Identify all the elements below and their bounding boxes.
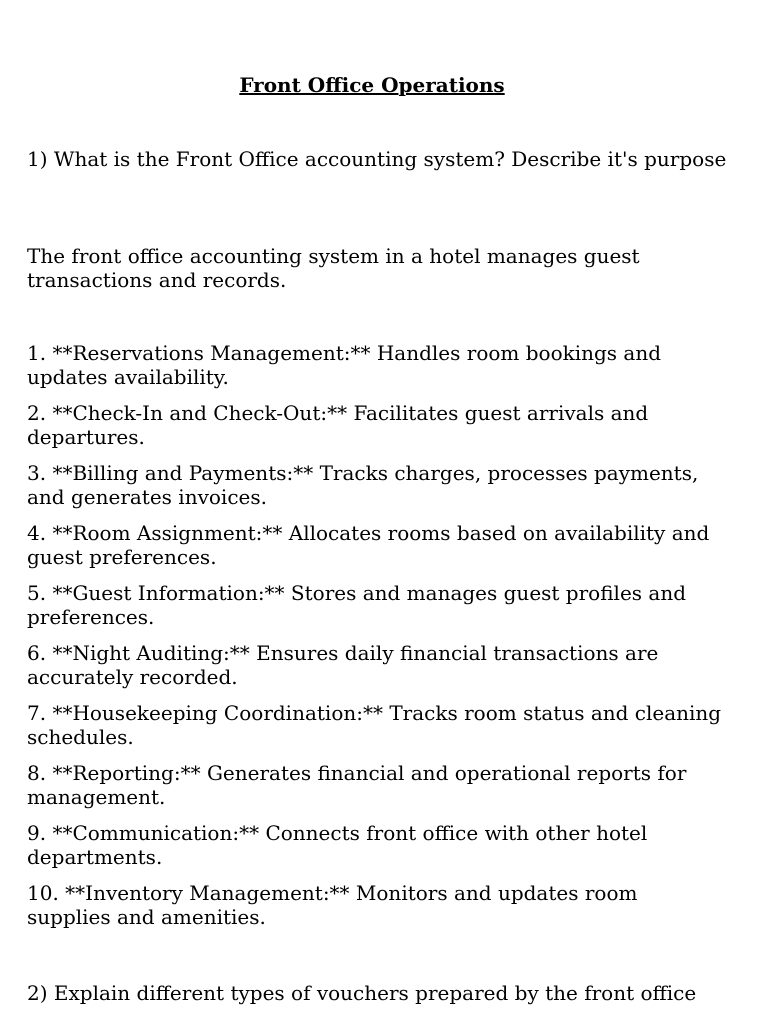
list-item: 3. **Billing and Payments:** Tracks charges, processes payments, and generates invoices.: [27, 461, 699, 509]
list-item: 10. **Inventory Management:** Monitors and updates room supplies and amenities.: [27, 881, 638, 929]
list-item: 1. **Reservations Management:** Handles room bookings and updates availability.: [27, 341, 662, 389]
list-item: 4. **Room Assignment:** Allocates rooms based on availability and guest preferences.: [27, 521, 710, 569]
document-title: Front Office Operations: [239, 73, 505, 97]
question-2: 2) Explain different types of vouchers prepared by the front office: [27, 981, 697, 1005]
intro-paragraph: The front office accounting system in a hotel manages guest transactions and records.: [27, 244, 640, 292]
question-1: 1) What is the Front Office accounting system? Describe it's purpose: [27, 147, 727, 171]
list-item: 8. **Reporting:** Generates financial and operational reports for management.: [27, 761, 687, 809]
list-item: 6. **Night Auditing:** Ensures daily financial transactions are accurately recorded.: [27, 641, 659, 689]
list-item: 9. **Communication:** Connects front office with other hotel departments.: [27, 821, 648, 869]
list-item: 7. **Housekeeping Coordination:** Tracks room status and cleaning schedules.: [27, 701, 722, 749]
list-item: 5. **Guest Information:** Stores and manages guest profiles and preferences.: [27, 581, 687, 629]
list-item: 2. **Check-In and Check-Out:** Facilitates guest arrivals and departures.: [27, 401, 649, 449]
purpose-list: [27, 342, 727, 942]
